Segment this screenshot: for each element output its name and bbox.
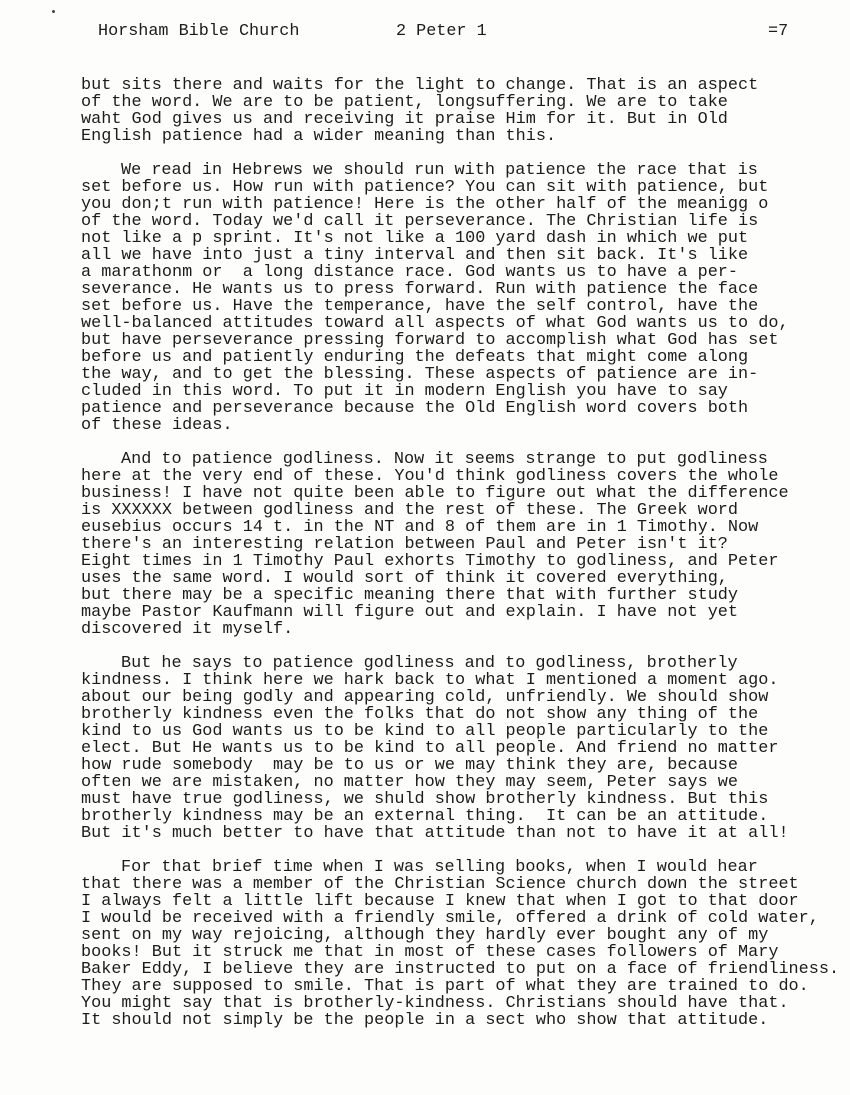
text-line: For that brief time when I was selling books, when I would hear bbox=[121, 858, 758, 877]
text-line: how rude somebody may be to us or we may think they are, because bbox=[81, 756, 739, 775]
text-line: And to patience godliness. Now it seems strange to put godliness bbox=[121, 450, 768, 469]
paragraph bbox=[81, 162, 841, 434]
text-line: but there may be a specific meaning there that with further study bbox=[81, 586, 739, 605]
text-line: but have perseverance pressing forward to accomplish what God has set bbox=[81, 331, 779, 350]
text-line: often we are mistaken, no matter how they may seem, Peter says we bbox=[81, 773, 739, 792]
text-line: of the word. We are to be patient, longsuffering. We are to take bbox=[81, 93, 728, 112]
text-line: Eight times in 1 Timothy Paul exhorts Timothy to godliness, and Peter bbox=[81, 552, 779, 571]
text-line: you don;t run with patience! Here is the other half of the meanigg o bbox=[81, 195, 769, 214]
text-line: kind to us God wants us to be kind to all people particularly to the bbox=[81, 722, 769, 741]
text-line: waht God gives us and receiving it praise Him for it. But in Old bbox=[81, 110, 728, 129]
text-line: set before us. Have the temperance, have the self control, have the bbox=[81, 297, 759, 316]
text-line: It should not simply be the people in a sect who show that attitude. bbox=[81, 1011, 769, 1030]
text-line: there's an interesting relation between Paul and Peter isn't it? bbox=[81, 535, 728, 554]
text-line: books! But it struck me that in most of these cases followers of Mary bbox=[81, 943, 779, 962]
text-line: all we have into just a tiny interval and then sit back. It's like bbox=[81, 246, 749, 265]
page-number: =7 bbox=[768, 22, 789, 41]
text-line: severance. He wants us to press forward. Run with patience the face bbox=[81, 280, 759, 299]
text-line: eusebius occurs 14 t. in the NT and 8 of them are in 1 Timothy. Now bbox=[81, 518, 759, 537]
text-line: I would be received with a friendly smile, offered a drink of cold water, bbox=[81, 909, 819, 928]
text-line: sent on my way rejoicing, although they hardly ever bought any of my bbox=[81, 926, 769, 945]
document-body bbox=[81, 77, 841, 1046]
text-line: of the word. Today we'd call it perseverance. The Christian life is bbox=[81, 212, 759, 231]
text-line: Baker Eddy, I believe they are instructed to put on a face of friendliness. bbox=[81, 960, 840, 979]
church-name: Horsham Bible Church bbox=[98, 22, 300, 41]
text-line: But it's much better to have that attitude than not to have it at all! bbox=[81, 824, 789, 843]
text-line: English patience had a wider meaning than this. bbox=[81, 127, 557, 146]
text-line: well-balanced attitudes toward all aspects of what God wants us to do, bbox=[81, 314, 789, 333]
text-line: but sits there and waits for the light to change. That is an aspect bbox=[81, 76, 759, 95]
text-line: But he says to patience godliness and to godliness, brotherly bbox=[121, 654, 738, 673]
text-line: the way, and to get the blessing. These aspects of patience are in- bbox=[81, 365, 759, 384]
scan-speck bbox=[52, 10, 55, 13]
text-line: uses the same word. I would sort of think it covered everything, bbox=[81, 569, 728, 588]
text-line: that there was a member of the Christian Science church down the street bbox=[81, 875, 799, 894]
text-line: business! I have not quite been able to figure out what the difference bbox=[81, 484, 789, 503]
passage-title: 2 Peter 1 bbox=[396, 22, 487, 41]
text-line: of these ideas. bbox=[81, 416, 233, 435]
paragraph bbox=[81, 451, 841, 638]
text-line: maybe Pastor Kaufmann will figure out and explain. I have not yet bbox=[81, 603, 739, 622]
paragraph bbox=[81, 77, 841, 145]
text-line: They are supposed to smile. That is part of what they are trained to do. bbox=[81, 977, 809, 996]
text-line: kindness. I think here we hark back to what I mentioned a moment ago. bbox=[81, 671, 779, 690]
text-line: We read in Hebrews we should run with patience the race that is bbox=[121, 161, 758, 180]
text-line: cluded in this word. To put it in modern English you have to say bbox=[81, 382, 728, 401]
paragraph bbox=[81, 859, 841, 1029]
text-line: must have true godliness, we shuld show brotherly kindness. But this bbox=[81, 790, 769, 809]
paragraph bbox=[81, 655, 841, 842]
text-line: here at the very end of these. You'd think godliness covers the whole bbox=[81, 467, 779, 486]
text-line: not like a p sprint. It's not like a 100 yard dash in which we put bbox=[81, 229, 749, 248]
text-line: I always felt a little lift because I knew that when I got to that door bbox=[81, 892, 799, 911]
text-line: discovered it myself. bbox=[81, 620, 294, 639]
text-line: before us and patiently enduring the defeats that might come along bbox=[81, 348, 749, 367]
text-line: is XXXXXX between godliness and the rest of these. The Greek word bbox=[81, 501, 739, 520]
text-line: a marathonm or a long distance race. God wants us to have a per- bbox=[81, 263, 739, 282]
text-line: brotherly kindness even the folks that do not show any thing of the bbox=[81, 705, 759, 724]
text-line: set before us. How run with patience? You can sit with patience, but bbox=[81, 178, 769, 197]
text-line: elect. But He wants us to be kind to all people. And friend no matter bbox=[81, 739, 779, 758]
text-line: brotherly kindness may be an external thing. It can be an attitude. bbox=[81, 807, 769, 826]
text-line: You might say that is brotherly-kindness. Christians should have that. bbox=[81, 994, 789, 1013]
text-line: about our being godly and appearing cold, unfriendly. We should show bbox=[81, 688, 769, 707]
text-line: patience and perseverance because the Old English word covers both bbox=[81, 399, 749, 418]
